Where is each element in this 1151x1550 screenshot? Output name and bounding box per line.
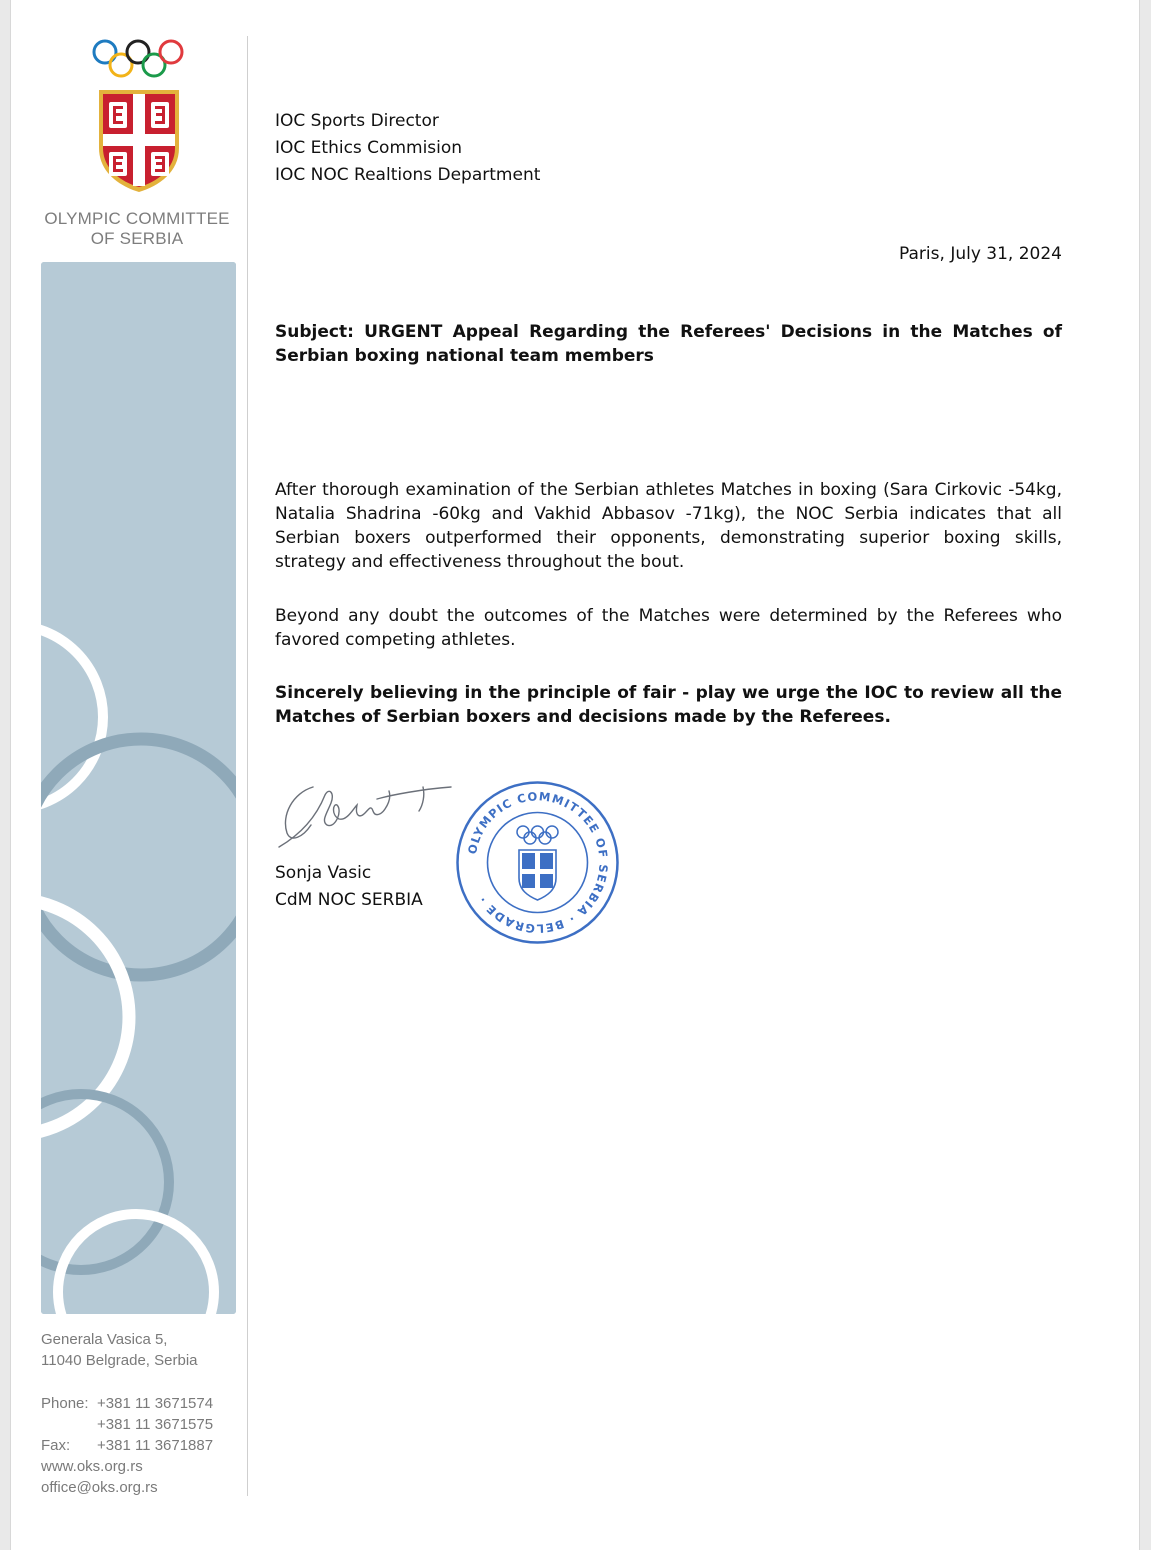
signer-name: Sonja Vasic: [275, 863, 372, 883]
body-paragraph-3: Sincerely believing in the principle of fair - play we urge the IOC to review all the Matches of Serbian boxers and decisions made by the Referees.: [275, 683, 1062, 727]
organization-name-line2: OF SERBIA: [90, 229, 184, 248]
serbian-cross-crest-icon: [95, 86, 183, 194]
recipient-line: IOC Sports Director: [275, 111, 439, 131]
body-paragraph-2: Beyond any doubt the outcomes of the Matches were determined by the Referees who favored competing athletes.: [275, 606, 1062, 650]
recipient-list: [275, 108, 540, 189]
website-link[interactable]: www.oks.org.rs: [41, 1458, 143, 1475]
email-link[interactable]: office@oks.org.rs: [41, 1479, 158, 1496]
phone-number-1: +381 11 3671574: [97, 1395, 214, 1412]
organization-name-line1: OLYMPIC COMMITTEE: [44, 209, 230, 228]
phone-number-2: +381 11 3671575: [97, 1416, 214, 1433]
handwritten-signature: [273, 775, 453, 855]
decorative-panel: [41, 262, 236, 1314]
column-divider: [247, 36, 248, 1496]
letter-page: [10, 0, 1140, 1550]
olympic-rings-icon: [91, 38, 187, 82]
signer-block: [275, 860, 423, 914]
official-stamp: [455, 780, 620, 945]
recipient-line: IOC NOC Realtions Department: [275, 165, 541, 185]
stamp-text: OLYMPIC COMMITTEE OF SERBIA · BELGRADE ·: [464, 789, 611, 936]
fax-label: Fax:: [41, 1437, 71, 1454]
letter-date: Paris, July 31, 2024: [899, 244, 1062, 264]
recipient-line: IOC Ethics Commision: [275, 138, 463, 158]
address-line2: 11040 Belgrade, Serbia: [41, 1352, 198, 1369]
signer-title: CdM NOC SERBIA: [275, 890, 423, 910]
address-line1: Generala Vasica 5,: [41, 1331, 168, 1348]
phone-label: Phone:: [41, 1395, 89, 1412]
organization-name: [31, 209, 243, 249]
fax-number: +381 11 3671887: [97, 1437, 214, 1454]
letter-subject: Subject: URGENT Appeal Regarding the Referees' Decisions in the Matches of Serbian boxing national team members: [275, 322, 1062, 366]
contact-block: [41, 1329, 246, 1498]
body-paragraph-1: After thorough examination of the Serbian athletes Matches in boxing (Sara Cirkovic -54kg, Natalia Shadrina -60kg and Vakhid Abbasov -71kg), the NOC Serbia indicates that all Serbian boxers outperformed their opponents, demonstrating superior boxing skills, strategy and effectiveness throughout the bout.: [275, 480, 1062, 572]
